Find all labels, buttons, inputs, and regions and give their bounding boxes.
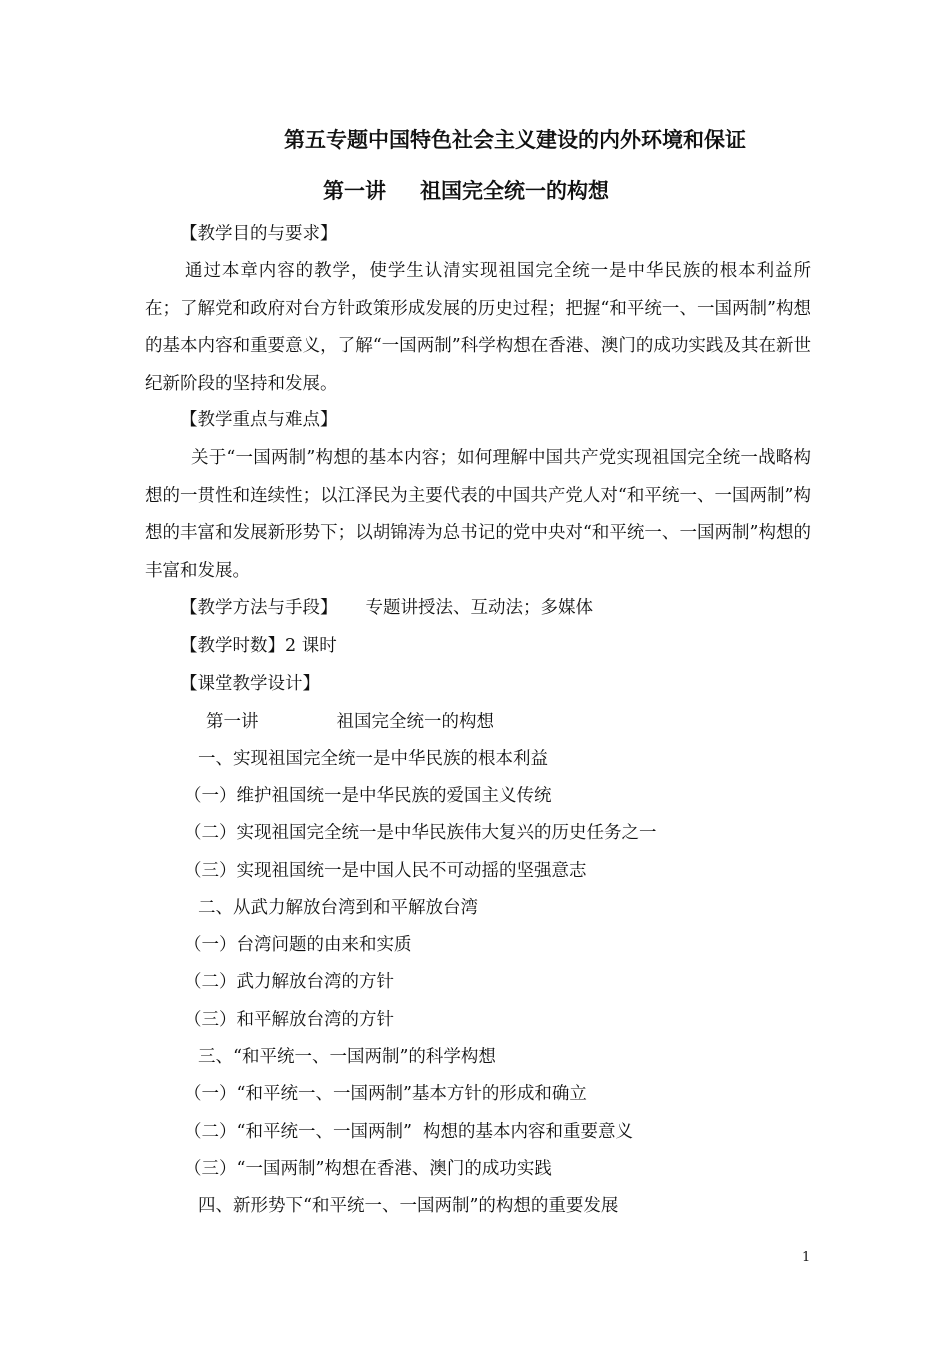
outline-item-2-1: （一）台湾问题的由来和实质 bbox=[184, 935, 412, 955]
lecture-title bbox=[323, 175, 609, 205]
document-title: 第五专题中国特色社会主义建设的内外环境和保证 bbox=[284, 127, 746, 152]
outline-item-1-2: （二）实现祖国完全统一是中华民族伟大复兴的历史任务之一 bbox=[184, 823, 657, 843]
method-row bbox=[180, 596, 593, 620]
lecture-topic: 祖国完全统一的构想 bbox=[420, 178, 609, 203]
outline-lecture-topic: 祖国完全统一的构想 bbox=[336, 712, 494, 732]
goals-heading: 【教学目的与要求】 bbox=[180, 224, 338, 244]
key-points-heading: 【教学重点与难点】 bbox=[180, 410, 338, 430]
outline-lecture-row bbox=[206, 710, 494, 734]
outline-lecture-label: 第一讲 bbox=[206, 712, 259, 732]
outline-item-1-1: （一）维护祖国统一是中华民族的爱国主义传统 bbox=[184, 786, 552, 806]
outline-section-2: 二、从武力解放台湾到和平解放台湾 bbox=[198, 898, 478, 918]
outline-section-3: 三、“和平统一、一国两制”的科学构想 bbox=[198, 1047, 496, 1067]
outline-item-2-3: （三）和平解放台湾的方针 bbox=[184, 1010, 394, 1030]
outline-section-4: 四、新形势下“和平统一、一国两制”的构想的重要发展 bbox=[198, 1196, 619, 1216]
design-heading: 【课堂教学设计】 bbox=[180, 674, 320, 694]
outline-item-1-3: （三）实现祖国统一是中国人民不可动摇的坚强意志 bbox=[184, 861, 587, 881]
hours-row bbox=[180, 634, 337, 658]
outline-item-3-3: （三）“一国两制”构想在香港、澳门的成功实践 bbox=[184, 1159, 552, 1179]
hours-text: 2 课时 bbox=[285, 636, 337, 656]
hours-heading: 【教学时数】 bbox=[180, 636, 285, 656]
outline-item-2-2: （二）武力解放台湾的方针 bbox=[184, 972, 394, 992]
goals-paragraph: 通过本章内容的教学，使学生认清实现祖国完全统一是中华民族的根本利益所在；了解党和政府对台方针政策形成发展的历史过程；把握“和平统一、一国两制”构想的基本内容和重要意义，了解“一国两制”科学构想在香港、澳门的成功实践及其在新世纪新阶段的坚持和发展。 bbox=[145, 261, 811, 394]
method-heading: 【教学方法与手段】 bbox=[180, 598, 338, 618]
outline-item-3-2: （二）“和平统一、一国两制” 构想的基本内容和重要意义 bbox=[184, 1122, 634, 1142]
method-text: 专题讲授法、互动法；多媒体 bbox=[365, 598, 593, 618]
outline-item-3-1: （一）“和平统一、一国两制”基本方针的形成和确立 bbox=[184, 1084, 587, 1104]
key-points-paragraph: 关于“一国两制”构想的基本内容；如何理解中国共产党实现祖国完全统一战略构想的一贯性和连续性；以江泽民为主要代表的中国共产党人对“和平统一、一国两制”构想的丰富和发展新形势下；以胡锦涛为总书记的党中央对“和平统一、一国两制”构想的丰富和发展。 bbox=[145, 448, 811, 581]
lecture-number: 第一讲 bbox=[323, 178, 386, 203]
page-number: 1 bbox=[802, 1250, 811, 1265]
outline-section-1: 一、实现祖国完全统一是中华民族的根本利益 bbox=[198, 749, 548, 769]
